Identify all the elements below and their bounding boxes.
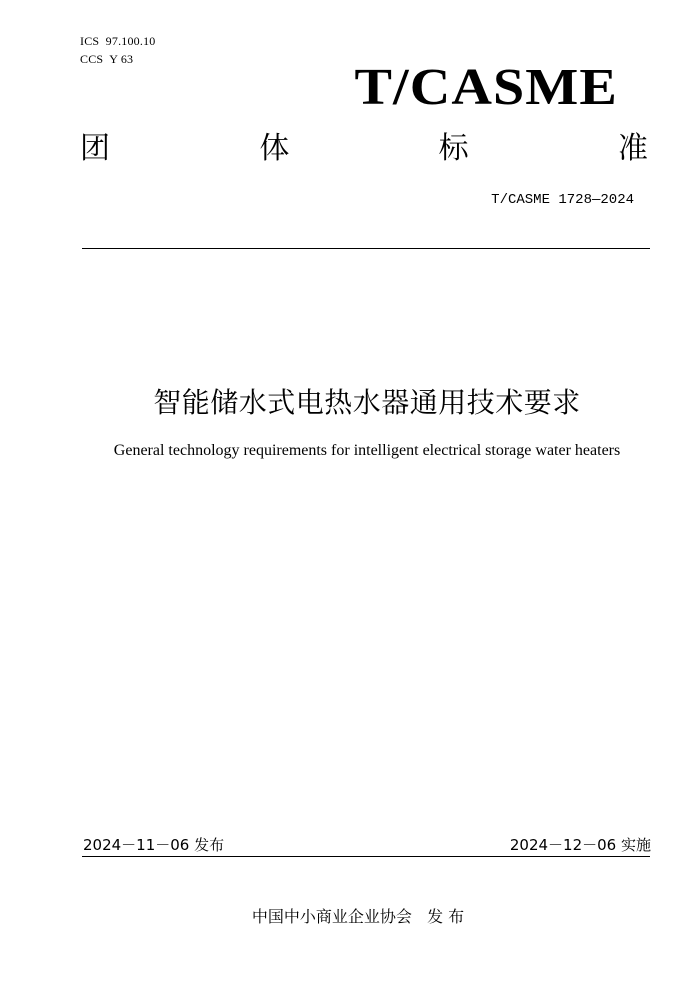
standard-type bbox=[80, 131, 648, 166]
standard-type-char: 团 bbox=[80, 131, 110, 166]
standard-number: T/CASME 1728—2024 bbox=[491, 192, 634, 208]
issue-date: 2024－11－06 发布 bbox=[83, 836, 225, 854]
organization-logo: T/CASME bbox=[354, 59, 618, 116]
footer-divider bbox=[82, 856, 650, 857]
document-title-chinese: 智能储水式电热水器通用技术要求 bbox=[153, 386, 581, 419]
implementation-date: 2024－12－06 实施 bbox=[509, 836, 651, 854]
header-divider bbox=[82, 248, 650, 249]
publisher: 中国中小商业企业协会 发 布 bbox=[251, 907, 465, 926]
document-title-english: General technology requirements for intelligent electrical storage water heaters bbox=[113, 442, 621, 459]
standard-type-char: 标 bbox=[438, 131, 469, 166]
ics-code: ICS 97.100.10 bbox=[80, 34, 156, 48]
standard-type-char: 准 bbox=[617, 131, 648, 166]
ccs-code: CCS Y 63 bbox=[80, 52, 134, 66]
standard-type-char: 体 bbox=[259, 131, 290, 166]
